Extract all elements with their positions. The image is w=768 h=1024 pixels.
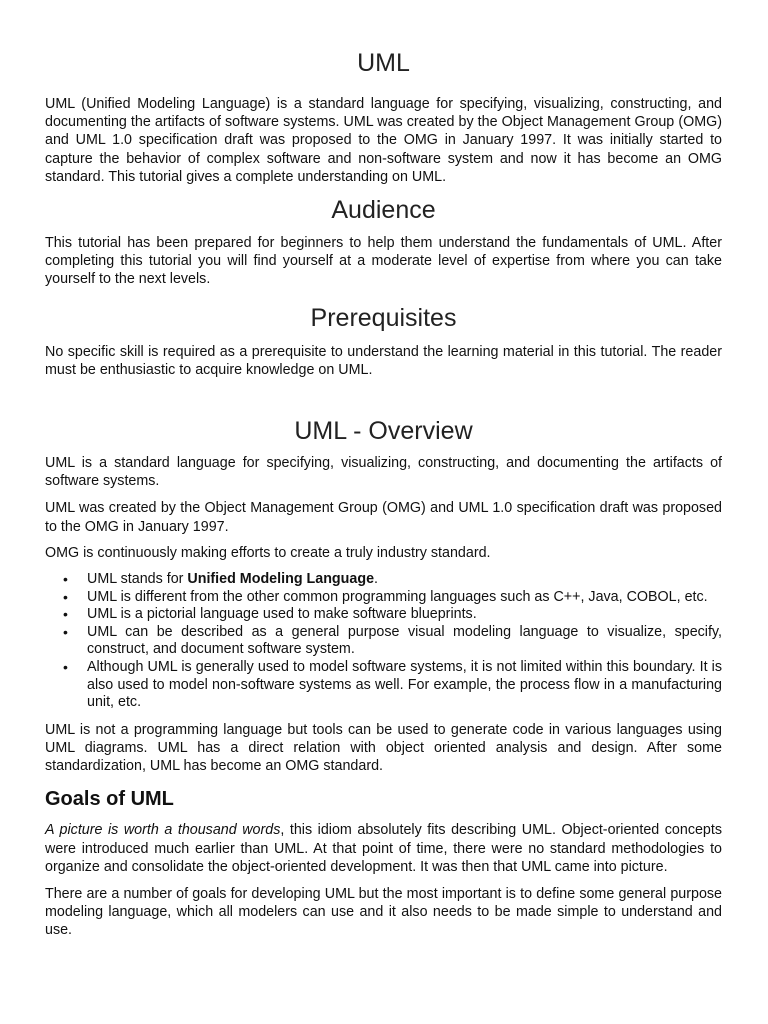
overview-bullet-list (45, 571, 722, 712)
intro-paragraph: UML (Unified Modeling Language) is a standard language for specifying, visualizing, constructing, and documenting the artifacts of software systems. UML was created by the Object Management Group (OMG) and UML 1.0 specification draft was proposed to the OMG in January 1997. It was initially started to capture the behavior of complex software and non-software system and now it has become an OMG standard. This tutorial gives a complete understanding on UML. (45, 96, 722, 185)
goals-paragraph-1-rest: , this idiom absolutely fits describing UML. Object-oriented concepts were introduced much earlier than UML. At that point of time, there were no standard methodologies to organize and consolidate the object-oriented development. It was then that UML came into picture. (45, 822, 722, 875)
bullet-icon: • (63, 659, 68, 676)
overview-paragraph-1: UML is a standard language for specifying, visualizing, constructing, and documenting the artifacts of software systems. (45, 455, 722, 490)
overview-paragraph-2: UML was created by the Object Management Group (OMG) and UML 1.0 specification draft was proposed to the OMG in January 1997. (45, 500, 722, 535)
list-item (45, 624, 722, 659)
bullet-1-prefix: UML stands for (87, 571, 188, 588)
bullet-icon: • (63, 606, 68, 623)
audience-paragraph: This tutorial has been prepared for beginners to help them understand the fundamentals of UML. After completing this tutorial you will find yourself at a moderate level of expertise from where you can take yourself to the next levels. (45, 235, 722, 288)
list-item (45, 659, 722, 712)
bullet-icon: • (63, 571, 68, 588)
list-item (45, 589, 722, 607)
list-item (45, 571, 722, 589)
overview-paragraph-3: OMG is continuously making efforts to create a truly industry standard. (45, 544, 491, 561)
audience-heading: Audience (331, 196, 436, 225)
goals-paragraph-2: There are a number of goals for developing UML but the most important is to define some general purpose modeling language, which all modelers can use and it also needs to be made simple to understand and use. (45, 886, 722, 939)
bullet-icon: • (63, 588, 68, 605)
list-item (45, 606, 722, 624)
prerequisites-paragraph: No specific skill is required as a prerequisite to understand the learning material in this tutorial. The reader must be enthusiastic to acquire knowledge on UML. (45, 343, 722, 378)
bullet-icon: • (63, 623, 68, 640)
goals-heading: Goals of UML (45, 788, 174, 811)
bullet-5-text: Although UML is generally used to model software systems, it is not limited within this boundary. It is also used to model non-software systems as well. For example, the process flow in a manufacturing unit, etc. (87, 659, 722, 711)
bullet-3-text: UML is a pictorial language used to make software blueprints. (87, 606, 477, 623)
goals-idiom: A picture is worth a thousand words (45, 822, 281, 839)
prerequisites-heading: Prerequisites (310, 303, 457, 332)
bullet-1-bold: Unified Modeling Language (187, 571, 375, 588)
bullet-1-suffix: . (374, 571, 379, 588)
bullet-2-text: UML is different from the other common programming languages such as C++, Java, COBOL, etc. (87, 588, 708, 605)
overview-paragraph-4: UML is not a programming language but tools can be used to generate code in various languages using UML diagrams. UML has a direct relation with object oriented analysis and design. After some standardization, UML has become an OMG standard. (45, 721, 722, 775)
goals-paragraph-1 (45, 821, 722, 876)
overview-heading: UML - Overview (294, 417, 473, 446)
bullet-4-text: UML can be described as a general purpose visual modeling language to visualize, specify, construct, and document software system. (87, 623, 722, 658)
document-page (45, 0, 722, 940)
page-title: UML (357, 49, 410, 77)
